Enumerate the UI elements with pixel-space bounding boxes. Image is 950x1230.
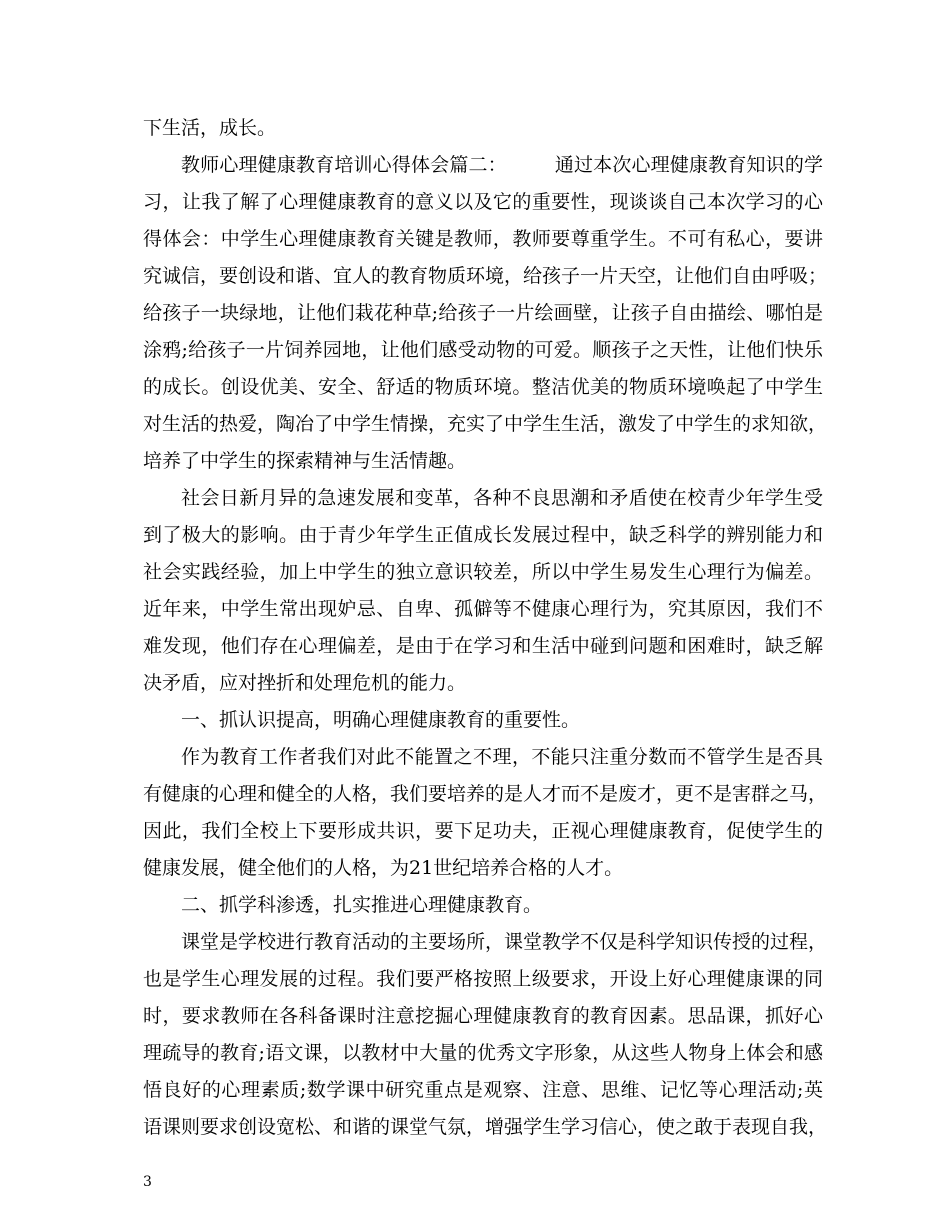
text-line: 难发现，他们存在心理偏差，是由于在学习和生活中碰到问题和困难时，缺乏解	[143, 635, 823, 657]
text-line: 近年来，中学生常出现妒忌、自卑、孤僻等不健康心理行为，究其原因，我们不	[143, 598, 823, 620]
text-line: 究诚信，要创设和谐、宜人的教育物质环境，给孩子一片天空，让他们自由呼吸；	[143, 265, 828, 287]
text-line: 因此，我们全校上下要形成共识，要下足功夫，正视心理健康教育，促使学生的	[143, 820, 823, 842]
text-line: 有健康的心理和健全的人格，我们要培养的是人才而不是废才，更不是害群之马，	[143, 783, 828, 805]
text-line: 培养了中学生的探索精神与生活情趣。	[143, 450, 467, 472]
section-heading: 一、抓认识提高，明确心理健康教育的重要性。	[181, 709, 581, 731]
text-line: 涂鸦;给孩子一片饲养园地，让他们感受动物的可爱。顺孩子之天性，让他们快乐	[143, 339, 823, 361]
text-line: 健康发展，健全他们的人格，为21世纪培养合格的人才。	[143, 857, 624, 879]
text-line: 给孩子一块绿地，让他们栽花种草;给孩子一片绘画壁，让孩子自由描绘、哪怕是	[143, 302, 823, 324]
text-line: 对生活的热爱，陶冶了中学生情操，充实了中学生生活，激发了中学生的求知欲，	[143, 413, 828, 435]
text-line: 的成长。创设优美、安全、舒适的物质环境。整洁优美的物质环境唤起了中学生	[143, 376, 823, 398]
text-line: 悟良好的心理素质;数学课中研究重点是观察、注意、思维、记忆等心理活动;英	[143, 1079, 823, 1101]
text-line: 理疏导的教育;语文课，以教材中大量的优秀文字形象，从这些人物身上体会和感	[143, 1042, 823, 1064]
text-line: 语课则要求创设宽松、和谐的课堂气氛，增强学生学习信心，使之敢于表现自我，	[143, 1116, 828, 1138]
text-line: 决矛盾，应对挫折和处理危机的能力。	[143, 672, 467, 694]
text-line: 时，要求教师在各科备课时注意挖掘心理健康教育的教育因素。思品课，抓好心	[143, 1005, 823, 1027]
text-line: 课堂是学校进行教育活动的主要场所，课堂教学不仅是科学知识传授的过程，	[181, 931, 828, 953]
text-line: 也是学生心理发展的过程。我们要严格按照上级要求，开设上好心理健康课的同	[143, 968, 823, 990]
text-line: 社会实践经验，加上中学生的独立意识较差，所以中学生易发生心理行为偏差。	[143, 561, 823, 583]
page-number: 3	[143, 1174, 152, 1190]
text-line: 下生活，成长。	[143, 117, 277, 139]
text-line: 到了极大的影响。由于青少年学生正值成长发展过程中，缺乏科学的辨别能力和	[143, 524, 823, 546]
section-heading: 二、抓学科渗透，扎实推进心理健康教育。	[181, 894, 543, 916]
text-line: 习，让我了解了心理健康教育的意义以及它的重要性，现谈谈自己本次学习的心	[143, 191, 823, 213]
text-line: 得体会：中学生心理健康教育关键是教师，教师要尊重学生。不可有私心，要讲	[143, 228, 823, 250]
text-line: 教师心理健康教育培训心得体会篇二： 通过本次心理健康教育知识的学	[181, 154, 823, 176]
text-line: 作为教育工作者我们对此不能置之不理，不能只注重分数而不管学生是否具	[181, 746, 823, 768]
text-line: 社会日新月异的急速发展和变革，各种不良思潮和矛盾使在校青少年学生受	[181, 487, 823, 509]
